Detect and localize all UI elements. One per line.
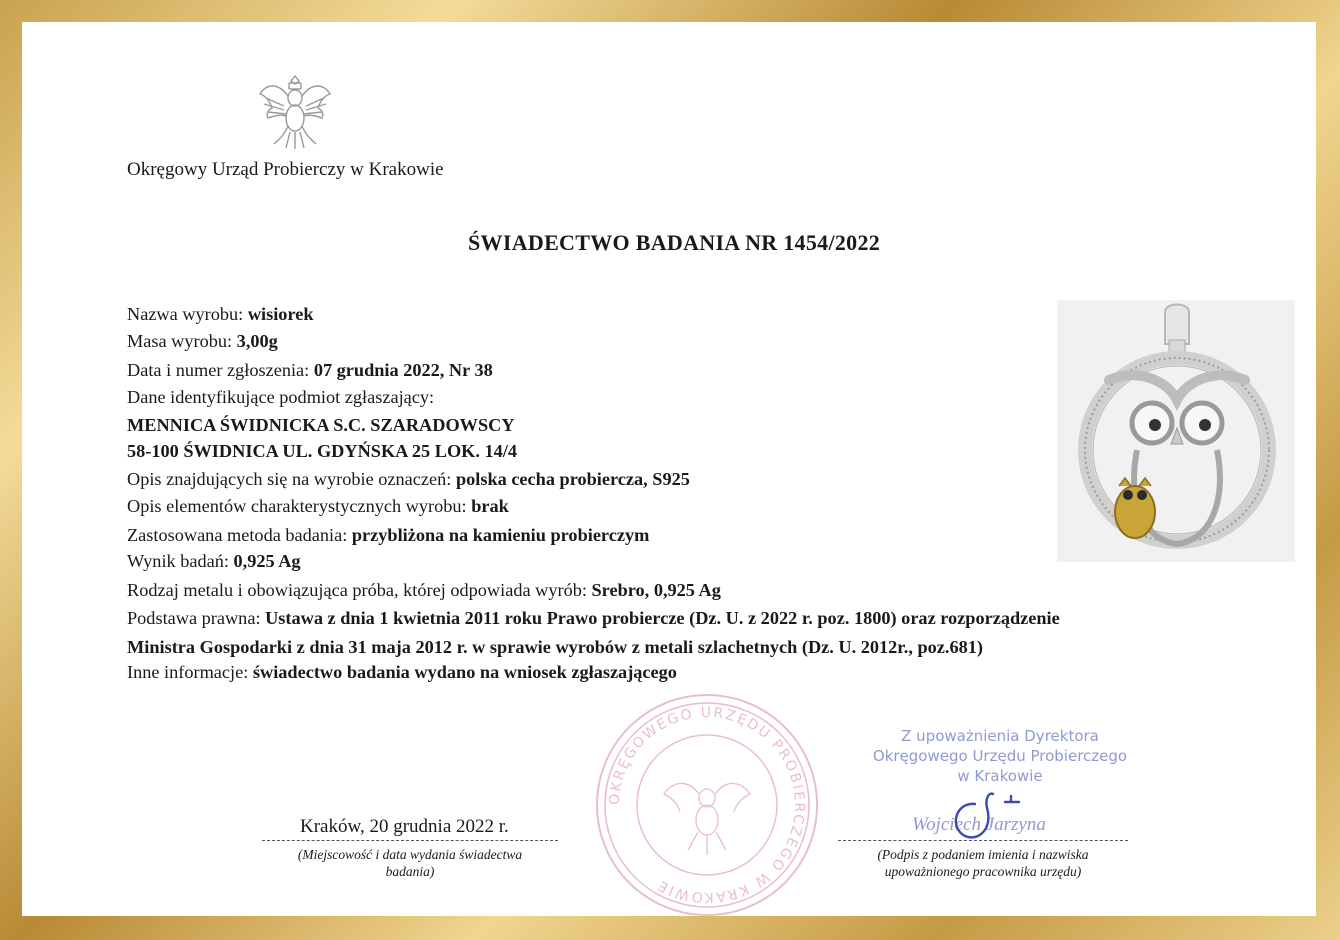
place-date-caption: (Miejscowość i data wydania świadectwa badania) <box>297 847 523 879</box>
field-metal-fineness: Rodzaj metalu i obowiązująca próba, której odpowiada wyrób: Srebro, 0,925 Ag <box>127 580 721 600</box>
field-legal-basis-cont: Ministra Gospodarki z dnia 31 maja 2012 r. w sprawie wyrobów z metali szlachetnych (Dz. U. 2012r., poz.681) <box>127 637 983 657</box>
field-characteristics: Opis elementów charakterystycznych wyrobu: brak <box>127 496 509 516</box>
field-test-result: Wynik badań: 0,925 Ag <box>127 551 301 571</box>
authorization-line-2: Okręgowego Urzędu Probierczego <box>872 747 1128 765</box>
authorization-line-1: Z upoważnienia Dyrektora <box>901 727 1099 745</box>
place-date-line <box>262 840 558 841</box>
field-test-method: Zastosowana metoda badania: przybliżona na kamieniu probierczym <box>127 525 650 545</box>
official-stamp <box>592 690 822 920</box>
field-submitter-name: MENNICA ŚWIDNICKA S.C. SZARADOWSCY <box>127 415 515 435</box>
stamp-eagle-icon <box>664 783 750 855</box>
signature-caption: (Podpis z podaniem imienia i nazwiska upoważnionego pracownika urzędu) <box>877 847 1089 879</box>
authorization-line-3: w Krakowie <box>957 767 1043 785</box>
signatory-name: Wojciech Jarzyna <box>912 814 1046 835</box>
field-markings: Opis znajdujących się na wyrobie oznaczeń: polska cecha probiercza, S925 <box>127 469 690 489</box>
stamp-text: OKRĘGOWEGO URZĘDU PROBIERCZEGO W KRAKOWIE <box>606 704 808 906</box>
issuing-office: Okręgowy Urząd Probierczy w Krakowie <box>127 159 444 180</box>
field-submitter-label: Dane identyfikujące podmiot zgłaszający: <box>127 387 435 407</box>
field-submitter-address: 58-100 ŚWIDNICA UL. GDYŃSKA 25 LOK. 14/4 <box>127 441 518 461</box>
signature-line <box>838 840 1128 841</box>
field-product-name: Nazwa wyrobu: wisiorek <box>127 304 314 324</box>
field-date-number: Data i numer zgłoszenia: 07 grudnia 2022, Nr 38 <box>127 360 493 380</box>
field-legal-basis: Podstawa prawna: Ustawa z dnia 1 kwietnia 2011 roku Prawo probiercze (Dz. U. z 2022 r. poz. 1800) oraz rozporządzenie <box>127 608 1060 628</box>
signature-scribble <box>935 788 1045 844</box>
field-mass: Masa wyrobu: 3,00g <box>127 331 278 351</box>
place-date: Kraków, 20 grudnia 2022 r. <box>300 816 509 837</box>
eagle-emblem-icon <box>258 74 332 150</box>
field-other-info: Inne informacje: świadectwo badania wydano na wniosek zgłaszającego <box>127 662 677 682</box>
authorization-stamp <box>840 726 1160 786</box>
certificate-title: ŚWIADECTWO BADANIA NR 1454/2022 <box>468 230 881 255</box>
product-photo <box>1057 300 1295 562</box>
